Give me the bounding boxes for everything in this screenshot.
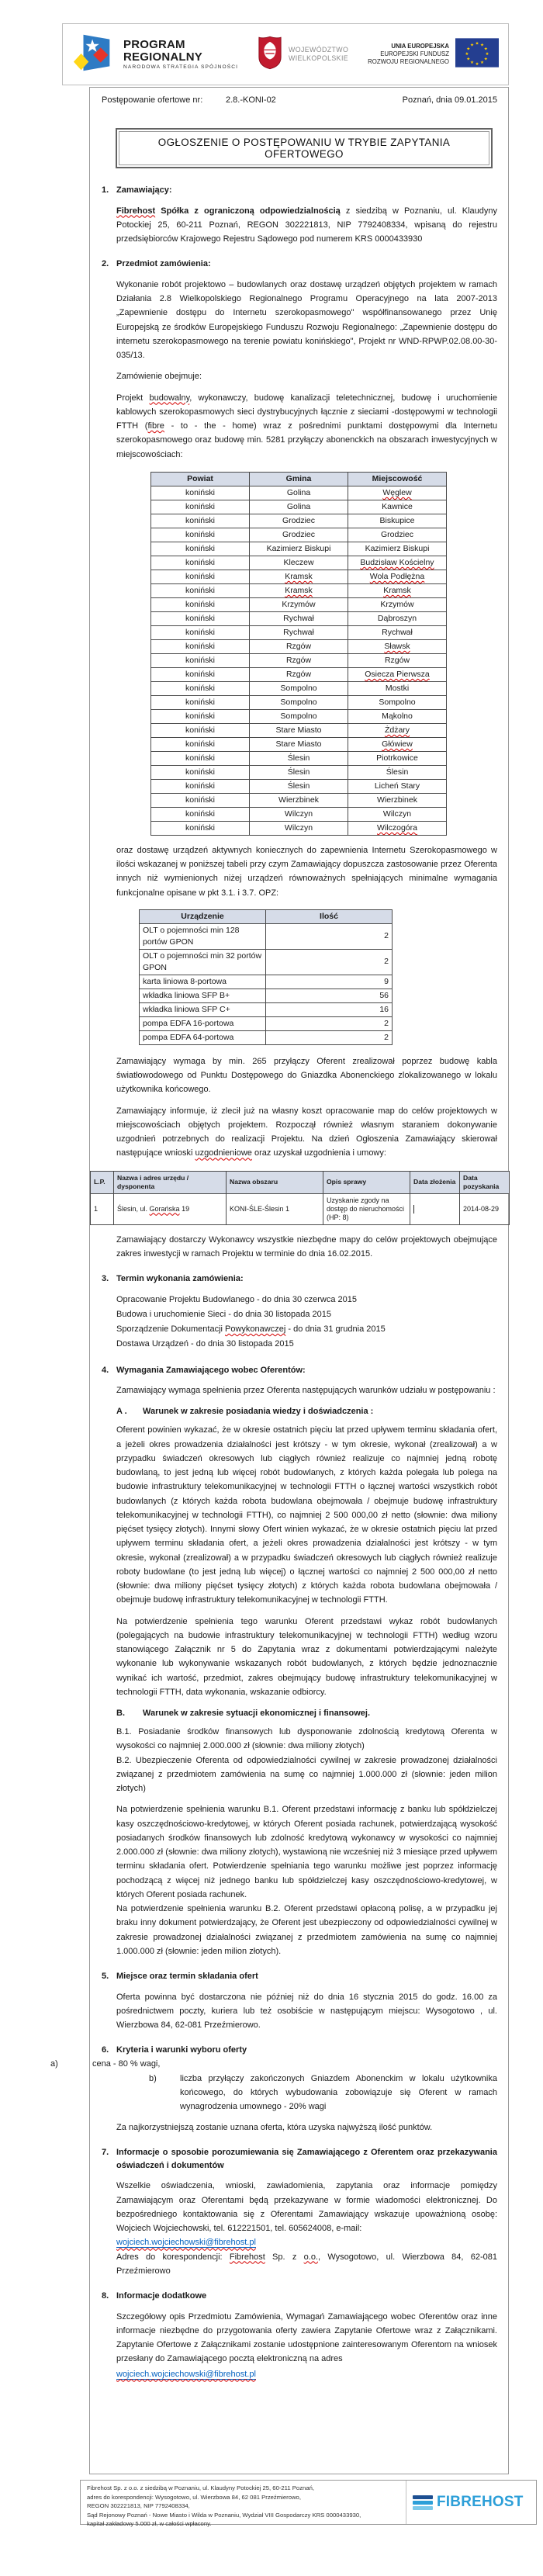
table-header-row	[91, 1171, 510, 1193]
devices-table	[139, 909, 393, 1045]
table-cell: Sompolno	[250, 695, 348, 709]
section-heading: Miejsce oraz termin składania ofert	[116, 1972, 258, 1981]
column-header: Gmina	[250, 472, 348, 486]
table-cell: Kazimierz Biskupi	[348, 542, 447, 556]
column-header: Nazwa obszaru	[227, 1171, 323, 1193]
table-cell: koniński	[151, 723, 250, 737]
table-cell: Ślesin	[250, 765, 348, 779]
paragraph: Zamówienie obejmuje:	[116, 372, 202, 382]
table-row	[151, 556, 447, 570]
paragraph: Zamawiający wymaga spełnienia przez Oferenta następujących warunków udziału w postępowaniu :	[116, 1386, 496, 1395]
table-row	[140, 923, 393, 949]
list-line: adres do korespondencji: Wysogotowo, ul. Wierzbowa 84, 62 081 Przeźmierowo,	[87, 2493, 301, 2501]
table-row	[140, 989, 393, 1002]
fibrehost-bars-icon	[413, 2495, 433, 2510]
table-cell: koniński	[151, 779, 250, 793]
table-cell: Grodziec	[250, 514, 348, 528]
section-number: 1.	[102, 185, 109, 195]
paragraph: Wszelkie oświadczenia, wnioski, zawiadomienia, zapytania oraz informacje pomiędzy Zamawiającym oraz Oferentami będą przekazywane w formie wiadomości elektronicznej. Do bezpośredniego kontaktowania się z Oferentami Zamawiający wskazuje upoważnioną osobę: Wojciech Wojciechowski, tel. 612221501, tel. 605624008, e-mail:	[116, 2181, 497, 2234]
table-row	[151, 723, 447, 737]
table-cell: koniński	[151, 542, 250, 556]
table-row	[151, 667, 447, 681]
table-row	[151, 583, 447, 597]
paragraph: B.2. Ubezpieczenie Oferenta od odpowiedzialności cywilnej w zakresie prowadzonej działalności związanej z przedmiotem zamówienia na sumę co najmniej 1.000.000 zł (słownie: jeden milion złotych)	[116, 1755, 497, 1793]
company-name: Fibrehost Spółka z ograniczoną odpowiedzialnością	[116, 206, 341, 216]
svg-text:★: ★	[480, 43, 485, 48]
paragraph: Oferent powinien wykazać, że w okresie ostatnich pięciu lat przed upływem terminu składania ofert, a jeżeli okres prowadzenia działalności jest krótszy - w tym okresie, wykonał (zrealizował) a w przypadku świadczeń okresowych lub ciągłych również realizuje co najmniej jedną robotę budowlaną, to jest jedną lub więcej robót budowlanych, z których każda polegała lub polega na budowie infrastruktury telekomunikacyjnej w technologii FTTH o łącznej wartości wszystkich robót budowlanych (z których każda robota budowlana obejmowała / obejmuje budowę infrastruktury telekomunikacyjnej w technologii FTTH), co najmniej 2 500 000,00 zł netto (słownie: dwa miliony pięćset tysięcy złotych). Innymi słowy Ofert winien wykazać, że w okresie ostatnich pięciu lat przed upływem terminu składania ofert, a jeżeli okres prowadzenia działalności jest krótszy - w tym okresie, wykonał (zrealizował) a w przypadku świadczeń okresowych lub ciągłych również realizuje roboty budowlane (to jest jedną lub więcej) o łącznej wartości co najmniej 2 500 000,00 zł netto (słownie: dwa miliony pięćset tysięcy złotych) z których każda robota budowlana obejmowała / obejmuje budowę infrastruktury telekomunikacyjnej w technologii FTTH.	[116, 1425, 497, 1605]
table-cell: Wilczogóra	[348, 821, 447, 835]
paragraph: B.1. Posiadanie środków finansowych lub dysponowanie zdolnością kredytową Oferenta w wysokości co najmniej 2.000.000 zł (słownie: dwa miliony złotych)	[116, 1727, 497, 1751]
table-cell: 1	[91, 1193, 114, 1224]
section-4	[102, 1364, 497, 1959]
table-row	[151, 514, 447, 528]
section-heading: Termin wykonania zamówienia:	[116, 1274, 244, 1283]
table-cell: Uzyskanie zgody na dostęp do nieruchomości (HP: 8)	[323, 1193, 410, 1224]
table-cell: Wierzbinek	[348, 793, 447, 807]
table-cell: koniński	[151, 807, 250, 821]
table-row	[140, 1016, 393, 1030]
table-cell: 2014-08-29	[460, 1193, 510, 1224]
table-cell: koniński	[151, 695, 250, 709]
company-details: z siedzibą w Poznaniu, ul. Klaudyny Potockiej 25, 60-211 Poznań, REGON 302221813, NIP 7792408334, wpisaną do rejestru przedsiębiorców Krajowego Rejestru Sądowego pod numerem KRS 0000433930	[116, 206, 498, 244]
column-header: Ilość	[266, 909, 393, 923]
table-cell: Rzgów	[250, 653, 348, 667]
svg-text:★: ★	[483, 56, 488, 61]
condition-a-heading: A . Warunek w zakresie posiadania wiedzy i doświadczenia :	[116, 1407, 374, 1417]
table-row	[151, 779, 447, 793]
section-6	[50, 2044, 497, 2135]
table-cell: koniński	[151, 765, 250, 779]
condition-b-heading: B. Warunek w zakresie sytuacji ekonomicznej i finansowej.	[116, 1709, 371, 1718]
table-row	[151, 639, 447, 653]
eu-logo	[368, 38, 499, 71]
column-header: Data pozyskania	[460, 1171, 510, 1193]
request-email-link[interactable]: wojciech.wojciechowski@fibrehost.pl	[116, 2369, 256, 2379]
table-cell: pompa EDFA 64-portowa	[140, 1030, 266, 1044]
table-row	[151, 793, 447, 807]
eu-flag-icon	[455, 38, 499, 71]
table-row	[151, 681, 447, 695]
table-header-row	[151, 472, 447, 486]
table-cell: 16	[266, 1002, 393, 1016]
table-cell: karta liniowa 8-portowa	[140, 975, 266, 989]
table-cell: wkładka liniowa SFP C+	[140, 1002, 266, 1016]
table-cell: Rzgów	[348, 653, 447, 667]
svg-text:★: ★	[483, 46, 488, 51]
table-cell: wkładka liniowa SFP B+	[140, 989, 266, 1002]
table-cell: Żdżary	[348, 723, 447, 737]
wielkopolskie-text-line2: WIELKOPOLSKIE	[289, 54, 349, 62]
paragraph: Na potwierdzenie spełnienia warunku B.1. Oferent przedstawi informację z banku lub spółdzielczej kasy oszczędnościowo-kredytowej, w których Oferent posiada rachunek, potwierdzającą wysokość posiadanych środków finansowych lub zdolność kredytową wykonawcy w wysokości co najmniej 2.000.000 zł (słownie: dwa miliony złotych), wystawioną nie wcześniej niż 3 miesiące przed upływem terminu składania ofert. Potwierdzenie spełniania tego warunku możliwe jest poprzez informację pochodzącą z więcej niż jednego banku lub spółdzielczej kasy oszczędnościowo-kredytowej, w których Oferent posiada rachunek.	[116, 1805, 497, 1899]
column-header: Nazwa i adres urzędu / dysponenta	[114, 1171, 227, 1193]
table-cell: Rzgów	[250, 667, 348, 681]
eu-text-line2: EUROPEJSKI FUNDUSZ	[380, 50, 449, 57]
eu-text-line3: ROZWOJU REGIONALNEGO	[368, 58, 449, 66]
table-row	[140, 1002, 393, 1016]
table-cell: Ślesin	[348, 765, 447, 779]
table-cell: Licheń Stary	[348, 779, 447, 793]
section-1	[102, 184, 497, 246]
paragraph: Zamawiający wymaga by min. 265 przyłączy Oferent zrealizował poprzez budowę kabla światłowodowego od Punktu Dostępowego do Gniazdka Abonenckiego zlokalizowanego w lokalu użytkownika końcowego.	[116, 1056, 497, 1095]
table-row	[140, 1030, 393, 1044]
section-5	[102, 1970, 497, 2032]
footer	[80, 2480, 537, 2528]
table-cell: Golina	[250, 500, 348, 514]
column-header: L.P.	[91, 1171, 114, 1193]
table-row	[151, 737, 447, 751]
paragraph: Oferta powinna być dostarczona nie później niż do dnia 16 stycznia 2015 do godz. 16.00 za pośrednictwem poczty, kuriera lub też osobiście w następującym miejscu: Wysogotowo , ul. Wierzbowa 84, 62-081 Przeźmierowo.	[116, 1992, 497, 2030]
table-cell: koniński	[151, 751, 250, 765]
procedure-number-label: Postępowanie ofertowe nr:	[102, 95, 203, 105]
paragraph: Wykonanie robót projektowo – budowlanych oraz dostawę urządzeń objętych projektem w ramach Działania 2.8 Wielkopolskiego Regionalnego Programu Operacyjnego na lata 2007-2013 „Zapewnienie dostępu do Internetu szerokopasmowego" współfinansowanego przez Unię Europejską ze środków Europejskiego Funduszu Rozwoju Regionalnego: „Zapewnienie dostępu do internetu szerokopasmowego na terenie powiatu konińskiego", Projekt nr WND-RPWP.02.08.00-30-035/13.	[116, 279, 497, 360]
paragraph: Projekt budowalny, wykonawczy, budowę kanalizacji teletechnicznej, budowę i uruchomienie kablowych szerokopasmowych sieci dystrybucyjnych łącznie z sieciami -dostępowymi w technologii FTTH (fibre - to - the - home) wraz z pośrednimi punktami dostępowymi dla Internetu szerokopasmowego oraz budowę min. 5281 przyłączy abonenckich na obszarach inwestycyjnych w miejscowościach:	[116, 393, 497, 459]
header-logo-strip	[62, 23, 509, 85]
table-cell: koniński	[151, 667, 250, 681]
table-cell: Kleczew	[250, 556, 348, 570]
table-cell: koniński	[151, 556, 250, 570]
svg-text:★: ★	[469, 43, 474, 48]
table-cell: Rychwał	[348, 625, 447, 639]
paragraph: oraz dostawę urządzeń aktywnych koniecznych do zapewnienia Internetu Szerokopasmowego w ilości wskazanej w poniższej tabeli przy czym Zamawiający dopuszcza zastosowanie przez Oferenta innych niż wymienionych niżej urządzeń równoważnych spełniających minimalne wymagania funkcjonalne opisane w pkt 3.1. i 3.7. OPZ:	[116, 845, 497, 898]
table-row	[151, 542, 447, 556]
paragraph: Adres do korespondencji: Fibrehost Sp. z o.o., Wysogotowo, ul. Wierzbowa 84, 62-081 Przeźmierowo	[116, 2252, 497, 2276]
section-7	[102, 2146, 497, 2278]
list-line: REGON 302221813, NIP 7792408334,	[87, 2502, 190, 2510]
paragraph: Szczegółowy opis Przedmiotu Zamówienia, Wymagań Zamawiającego wobec Oferentów oraz inne informacje niezbędne do przygotowania oferty zawiera Zapytanie Ofertowe wraz z Załącznikami. Zapytanie Ofertowe z Załącznikami zostanie udostępnione zainteresowanym Oferentom na wniosek przesłany do Zamawiającego pocztą elektroniczną na adres	[116, 2311, 497, 2364]
table-row	[91, 1193, 510, 1224]
table-cell: Dąbroszyn	[348, 611, 447, 625]
list-line: Sąd Rejonowy Poznań - Nowe Miasto i Wilda w Poznaniu, Wydział VIII Gospodarczy KRS 0000433930,	[87, 2511, 361, 2519]
svg-text:★: ★	[469, 60, 474, 65]
column-header: Urządzenie	[140, 909, 266, 923]
program-regionalny-logo	[72, 32, 238, 78]
table-cell: Główiew	[348, 737, 447, 751]
wielkopolskie-crest-icon	[258, 35, 282, 74]
table-row	[151, 486, 447, 500]
table-cell: Wierzbinek	[250, 793, 348, 807]
column-header: Miejscowość	[348, 472, 447, 486]
table-row	[151, 625, 447, 639]
table-cell: Wilczyn	[348, 807, 447, 821]
table-cell: Budzisław Kościelny	[348, 556, 447, 570]
criterion-b-label: b)	[149, 2074, 157, 2084]
table-cell: Rychwał	[250, 611, 348, 625]
paragraph: Za najkorzystniejszą zostanie uznana oferta, która uzyska najwyższą ilość punktów.	[116, 2123, 433, 2133]
procedure-number-value: 2.8.-KONI-02	[226, 95, 276, 105]
section-number: 2.	[102, 259, 109, 269]
table-row	[151, 765, 447, 779]
section-heading: Informacje o sposobie porozumiewania się Zamawiającego z Oferentem oraz przekazywania oświadczeń i dokumentów	[116, 2148, 497, 2170]
svg-text:★: ★	[466, 56, 471, 61]
table-cell: koniński	[151, 611, 250, 625]
table-cell: KONI-ŚLE-Ślesin 1	[227, 1193, 323, 1224]
table-row	[151, 821, 447, 835]
table-cell: Stare Miasto	[250, 723, 348, 737]
table-cell: Wilczyn	[250, 807, 348, 821]
table-cell: Ślesin, ul. Gorańska 19	[114, 1193, 227, 1224]
table-cell: koniński	[151, 528, 250, 542]
table-cell: pompa EDFA 16-portowa	[140, 1016, 266, 1030]
wielkopolskie-logo	[258, 35, 348, 74]
table-cell: koniński	[151, 639, 250, 653]
table-cell: Krzymów	[250, 597, 348, 611]
place-and-date: Poznań, dnia 09.01.2015	[402, 95, 497, 105]
table-cell: 2	[266, 1016, 393, 1030]
section-number: 5.	[102, 1972, 109, 1981]
paragraph	[116, 204, 497, 247]
table-cell: koniński	[151, 821, 250, 835]
table-cell: 56	[266, 989, 393, 1002]
table-cell: Wola Podłężna	[348, 570, 447, 583]
table-row	[151, 751, 447, 765]
table-cell: Sompolno	[250, 681, 348, 695]
document-page	[50, 87, 509, 2474]
table-cell: koniński	[151, 737, 250, 751]
table-cell: koniński	[151, 597, 250, 611]
table-cell: Sompolno	[348, 695, 447, 709]
section-3	[102, 1272, 497, 1352]
paragraph: Zamawiający dostarczy Wykonawcy wszystkie niezbędne mapy do celów projektowych obejmujące zakres inwestycji w ramach Projektu w terminie do dnia 16.02.2015.	[116, 1234, 497, 1259]
svg-text:★: ★	[475, 61, 479, 67]
table-cell: Sławsk	[348, 639, 447, 653]
table-cell: koniński	[151, 653, 250, 667]
eu-text-line1: UNIA EUROPEJSKA	[391, 42, 449, 50]
criterion-a-label: a)	[50, 2058, 58, 2069]
section-2	[94, 258, 500, 1261]
table-cell: Grodziec	[250, 528, 348, 542]
table-cell: koniński	[151, 625, 250, 639]
table-cell: 9	[266, 975, 393, 989]
table-cell: Golina	[250, 486, 348, 500]
table-cell: Stare Miasto	[250, 737, 348, 751]
program-regionalny-flag-icon	[72, 32, 117, 78]
table-cell: Biskupice	[348, 514, 447, 528]
column-header: Data złożenia	[410, 1171, 460, 1193]
table-header-row	[140, 909, 393, 923]
table-cell: Rzgów	[250, 639, 348, 653]
list-line: kapitał zakładowy 5.000 zł, w całości wpłacony.	[87, 2520, 212, 2528]
program-logo-line2: REGIONALNY	[123, 50, 203, 64]
table-cell: koniński	[151, 583, 250, 597]
table-row	[140, 949, 393, 975]
table-cell: Kazimierz Biskupi	[250, 542, 348, 556]
criterion-b-text: liczba przyłączy zakończonych Gniazdem Abonenckim w lokalu użytkownika końcowego, do których wybudowania zobowiązuje się Oferent w ramach wynagrodzenia umownego - 20% wagi	[180, 2074, 497, 2111]
table-cell	[410, 1193, 460, 1224]
fibrehost-logo	[406, 2481, 536, 2524]
table-cell: Wilczyn	[250, 821, 348, 835]
table-cell: Ślesin	[250, 751, 348, 765]
deadline-list	[116, 1293, 497, 1352]
table-cell: Grodziec	[348, 528, 447, 542]
criterion-a	[50, 2057, 497, 2072]
section-8	[102, 2290, 497, 2382]
table-cell: 2	[266, 923, 393, 949]
section-number: 4.	[102, 1365, 109, 1375]
page-title: OGŁOSZENIE O POSTĘPOWANIU W TRYBIE ZAPYTANIA OFERTOWEGO	[119, 131, 489, 165]
table-cell: Kramsk	[348, 583, 447, 597]
announcement-title-box	[116, 128, 493, 168]
table-cell: koniński	[151, 709, 250, 723]
list-line: Sporządzenie Dokumentacji Powykonawczej - do dnia 31 grudnia 2015	[116, 1324, 386, 1334]
table-cell: koniński	[151, 793, 250, 807]
section-heading: Zamawiający:	[116, 185, 172, 195]
table-cell: Osiecza Pierwsza	[348, 667, 447, 681]
table-cell: koniński	[151, 500, 250, 514]
table-row	[151, 695, 447, 709]
table-cell: Kawnice	[348, 500, 447, 514]
table-cell: Krzymów	[348, 597, 447, 611]
list-line: Fibrehost Sp. z o.o. z siedzibą w Poznaniu, ul. Klaudyny Potockiej 25, 60-211 Poznań,	[87, 2484, 315, 2491]
svg-text:★: ★	[466, 46, 471, 51]
table-cell: 2	[266, 1030, 393, 1044]
table-cell: Piotrkowice	[348, 751, 447, 765]
criterion-b	[149, 2072, 497, 2114]
section-heading: Informacje dodatkowe	[116, 2291, 207, 2301]
table-cell: Sompolno	[250, 709, 348, 723]
list-line: Dostawa Urządzeń - do dnia 30 listopada 2015	[116, 1339, 294, 1349]
table-cell: Mostki	[348, 681, 447, 695]
table-cell: Węglew	[348, 486, 447, 500]
list-line: Opracowanie Projektu Budowlanego - do dnia 30 czerwca 2015	[116, 1294, 358, 1304]
section-heading: Przedmiot zamówienia:	[116, 259, 211, 269]
svg-text:★: ★	[485, 51, 489, 57]
table-row	[151, 653, 447, 667]
table-cell: OLT o pojemności min 128 portów GPON	[140, 923, 266, 949]
section-number: 3.	[102, 1274, 109, 1283]
footer-company-info	[81, 2481, 406, 2528]
table-cell: Mąkolno	[348, 709, 447, 723]
table-cell: Kramsk	[250, 583, 348, 597]
table-cell: Ślesin	[250, 779, 348, 793]
procedure-line	[102, 95, 497, 105]
locations-table	[150, 472, 447, 836]
table-row	[151, 709, 447, 723]
section-number: 7.	[102, 2148, 109, 2158]
paragraph: Na potwierdzenie spełnienia warunku B.2. Oferent przedstawi opłaconą polisę, a w przypadku jej braku inny dokument potwierdzający, że Oferent jest ubezpieczony od odpowiedzialności cywilnej w zakresie prowadzonej działalności związanej z przedmiotem zamówienia na sumę co najmniej 1.000.000 zł (słownie: jeden milion złotych).	[116, 1904, 497, 1956]
table-row	[140, 975, 393, 989]
list-line: Budowa i uruchomienie Sieci - do dnia 30 listopada 2015	[116, 1309, 332, 1319]
table-cell: koniński	[151, 681, 250, 695]
text-cursor	[413, 1205, 414, 1214]
program-logo-line3: NARODOWA STRATEGIA SPÓJNOŚCI	[123, 64, 239, 71]
agreements-table	[90, 1171, 510, 1225]
table-cell: koniński	[151, 514, 250, 528]
table-row	[151, 597, 447, 611]
contact-email-link[interactable]: wojciech.wojciechowski@fibrehost.pl	[116, 2238, 256, 2248]
table-cell: koniński	[151, 486, 250, 500]
paragraph: Na potwierdzenie spełnienia tego warunku Oferent przedstawi wykaz robót budowlanych (polegających na budowie infrastruktury telekomunikacyjnej w technologii FTTH) według wzoru stanowiącego Załącznik nr 5 do Zapytania wraz z dokumentami potwierdzającymi należyte wykonanie lub wykonywanie wskazanych robót budowlanych, z których będzie jednoznacznie wynikać ich wartość, przedmiot, zakres obejmujący budowę infrastruktury telekomunikacyjnej w technologii FTTH, data wykonania, wskazanie odbiorcy.	[116, 1616, 497, 1697]
table-cell: Rychwał	[250, 625, 348, 639]
table-row	[151, 500, 447, 514]
svg-text:★: ★	[465, 51, 469, 57]
program-logo-line1: PROGRAM	[123, 37, 185, 51]
table-row	[151, 570, 447, 583]
column-header: Opis sprawy	[323, 1171, 410, 1193]
table-cell: 2	[266, 949, 393, 975]
fibrehost-logo-text: FIBREHOST	[437, 2494, 524, 2510]
table-cell: koniński	[151, 570, 250, 583]
section-number: 6.	[102, 2045, 109, 2055]
table-row	[151, 807, 447, 821]
svg-text:★: ★	[480, 60, 485, 65]
section-heading: Wymagania Zamawiającego wobec Oferentów:	[116, 1365, 306, 1375]
wielkopolskie-text-line1: WOJEWÓDZTWO	[289, 46, 349, 54]
table-row	[151, 528, 447, 542]
table-cell: OLT o pojemności min 32 portów GPON	[140, 949, 266, 975]
paragraph: Zamawiający informuje, iż zlecił już na własny koszt opracowanie map do celów projektowych w miejscowościach objętych projektem. Rozpoczął również własnym staraniem dokonywanie uzgodnień potrzebnych do realizacji Projektu. Na dzień Ogłoszenia Zamawiający skierował następujące wnioski uzgodnieniowe oraz uzyskał uzgodnienia i umowy:	[116, 1106, 497, 1158]
criterion-a-text: cena - 80 % wagi,	[92, 2058, 161, 2069]
table-cell: Kramsk	[250, 570, 348, 583]
table-row	[151, 611, 447, 625]
section-number: 8.	[102, 2291, 109, 2301]
column-header: Powiat	[151, 472, 250, 486]
section-heading: Kryteria i warunki wyboru oferty	[116, 2045, 247, 2055]
svg-text:★: ★	[475, 41, 479, 47]
